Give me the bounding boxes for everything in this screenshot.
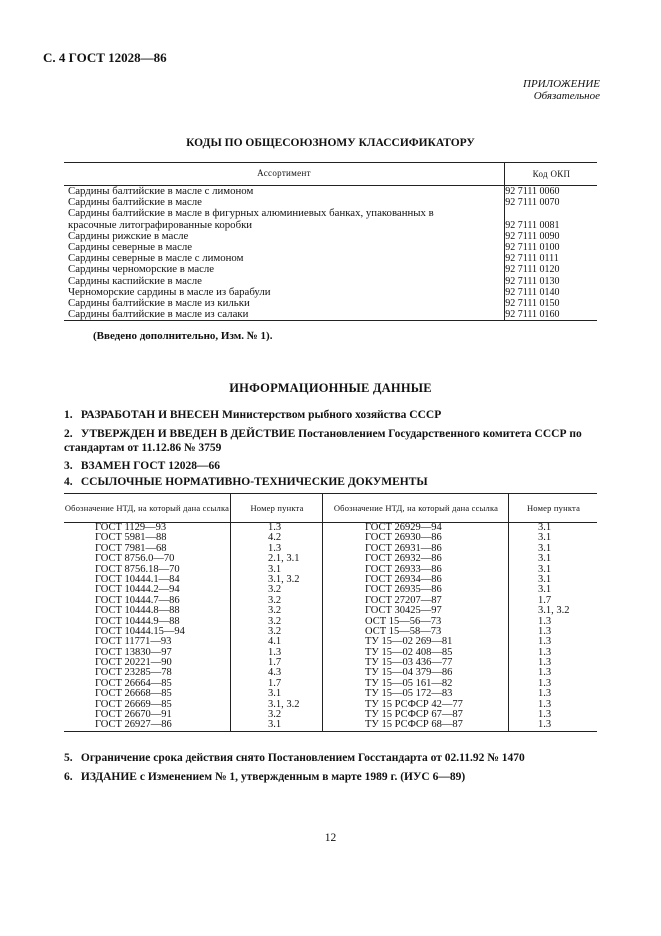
info-item-text: Постановлением Государственного комитета СССР по стандартам от 11.12.86 № 3759 xyxy=(64,428,582,454)
codes-header-okp: Код ОКП xyxy=(504,163,598,185)
refs-cell-clause: 3.2 xyxy=(268,594,282,606)
refs-cell-designation: ГОСТ 26669—85 xyxy=(95,698,172,710)
refs-cell-clause: 1.3 xyxy=(538,625,552,637)
refs-cell-designation: ГОСТ 26929—94 xyxy=(365,522,442,533)
refs-cell-clause: 1.3 xyxy=(538,636,552,648)
codes-cell-okp: 92 7111 0111 xyxy=(505,253,559,265)
refs-cell-designation: ТУ 15 РСФСР 42—77 xyxy=(365,698,463,710)
refs-cell-clause: 1.3 xyxy=(538,709,552,721)
refs-cell-clause: 3.2 xyxy=(268,584,282,596)
refs-cell-designation: ГОСТ 26935—86 xyxy=(365,584,442,596)
refs-cell-designation: ГОСТ 7981—68 xyxy=(95,542,167,554)
references-table-row xyxy=(64,720,597,730)
refs-cell-designation: ГОСТ 10444.15—94 xyxy=(95,625,185,637)
refs-cell-designation: ГОСТ 20221—90 xyxy=(95,657,172,669)
refs-cell-designation: ГОСТ 1129—93 xyxy=(95,522,167,533)
info-item-number: 4. xyxy=(64,476,73,488)
codes-cell-assortment: Сардины балтийские в масле из кильки xyxy=(68,297,250,310)
info-item-1 xyxy=(64,408,604,422)
refs-cell-designation: ГОСТ 10444.1—84 xyxy=(95,573,180,585)
refs-cell-designation: ГОСТ 26931—86 xyxy=(365,542,442,554)
refs-cell-clause: 3.1, 3.2 xyxy=(268,698,300,710)
refs-cell-designation: ГОСТ 27207—87 xyxy=(365,594,442,606)
info-item-lead: ИЗДАНИЕ xyxy=(80,771,137,783)
refs-cell-designation: ТУ 15—05 161—82 xyxy=(365,677,453,689)
codes-cell-assortment: Сардины черноморские в масле xyxy=(68,263,215,276)
codes-cell-assortment: Сардины северные в масле с лимоном xyxy=(68,252,244,265)
refs-cell-clause: 3.1 xyxy=(538,563,552,575)
codes-table-row xyxy=(64,264,597,275)
codes-cell-assortment: Сардины балтийские в масле в фигурных алюминиевых банках, упакованных в xyxy=(68,207,434,220)
info-item-number: 2. xyxy=(64,428,73,440)
refs-cell-clause: 3.2 xyxy=(268,625,282,637)
refs-cell-designation: ГОСТ 26932—86 xyxy=(365,553,442,565)
refs-cell-designation: ГОСТ 26930—86 xyxy=(365,532,442,544)
codes-table xyxy=(64,162,597,321)
refs-cell-designation: ОСТ 15—58—73 xyxy=(365,625,442,637)
codes-table-body xyxy=(64,186,597,321)
refs-cell-designation: ТУ 15—04 379—86 xyxy=(365,667,453,679)
info-item-number: 5. xyxy=(64,752,73,764)
info-item-lead: ССЫЛОЧНЫЕ НОРМАТИВНО-ТЕХНИЧЕСКИЕ ДОКУМЕНТЫ xyxy=(80,476,428,488)
codes-cell-okp: 92 7111 0120 xyxy=(505,264,560,276)
refs-cell-clause: 3.1 xyxy=(538,553,552,565)
refs-header-clause-right: Номер пункта xyxy=(508,494,598,522)
refs-cell-clause: 1.3 xyxy=(268,542,282,554)
refs-cell-designation: ТУ 15—02 408—85 xyxy=(365,646,453,658)
codes-cell-assortment: Сардины рижские в масле xyxy=(68,229,189,242)
refs-cell-designation: ТУ 15—02 269—81 xyxy=(365,636,453,648)
refs-cell-designation: ГОСТ 26927—86 xyxy=(95,719,172,731)
refs-cell-designation: ГОСТ 26670—91 xyxy=(95,709,172,721)
refs-cell-clause: 4.1 xyxy=(268,636,282,648)
codes-cell-assortment: Сардины балтийские в масле с лимоном xyxy=(68,185,254,197)
refs-cell-designation: ГОСТ 26664—85 xyxy=(95,677,172,689)
refs-cell-clause: 1.7 xyxy=(268,677,282,689)
info-item-lead: ВЗАМЕН ГОСТ 12028—66 xyxy=(80,460,220,472)
refs-cell-designation: ТУ 15—03 436—77 xyxy=(365,657,453,669)
refs-cell-clause: 1.7 xyxy=(268,657,282,669)
codes-cell-assortment: Черноморские сардины в масле из барабули xyxy=(68,285,271,298)
info-item-text: Министерством рыбного хозяйства СССР xyxy=(221,409,442,421)
codes-table-row xyxy=(64,208,597,219)
refs-header-designation-right: Обозначение НТД, на который дана ссылка xyxy=(322,494,509,522)
codes-table-header xyxy=(64,162,597,186)
refs-cell-designation: ГОСТ 30425—97 xyxy=(365,605,442,617)
codes-cell-okp: 92 7111 0070 xyxy=(505,197,560,209)
refs-cell-clause: 1.3 xyxy=(538,667,552,679)
refs-cell-clause: 1.3 xyxy=(538,698,552,710)
codes-section-title: КОДЫ ПО ОБЩЕСОЮЗНОМУ КЛАССИФИКАТОРУ xyxy=(186,137,475,149)
refs-cell-clause: 1.7 xyxy=(538,594,552,606)
info-item-5 xyxy=(64,751,604,765)
refs-cell-designation: ГОСТ 23285—78 xyxy=(95,667,172,679)
refs-cell-designation: ГОСТ 10444.7—86 xyxy=(95,594,180,606)
refs-cell-clause: 3.2 xyxy=(268,709,282,721)
info-item-number: 1. xyxy=(64,409,73,421)
refs-cell-clause: 3.1, 3.2 xyxy=(268,573,300,585)
refs-header-clause-left: Номер пункта xyxy=(230,494,323,522)
refs-cell-clause: 2.1, 3.1 xyxy=(268,553,300,565)
info-item-number: 6. xyxy=(64,771,73,783)
refs-cell-clause: 1.3 xyxy=(538,719,552,731)
codes-cell-assortment: Сардины северные в масле xyxy=(68,241,193,254)
refs-cell-clause: 1.3 xyxy=(538,657,552,669)
page-header-code: С. 4 ГОСТ 12028—86 xyxy=(43,50,167,65)
info-item-3 xyxy=(64,459,604,473)
codes-cell-okp: 92 7111 0100 xyxy=(505,242,560,254)
refs-cell-designation: ГОСТ 11771—93 xyxy=(95,636,172,648)
info-item-4 xyxy=(64,475,604,489)
info-item-6 xyxy=(64,770,604,784)
codes-cell-okp: 92 7111 0130 xyxy=(505,275,560,287)
codes-cell-assortment: красочные литографированные коробки xyxy=(68,218,253,231)
refs-cell-designation: ТУ 15—05 172—83 xyxy=(365,688,453,700)
refs-cell-designation: ГОСТ 26668—85 xyxy=(95,688,172,700)
info-item-lead: УТВЕРЖДЕН И ВВЕДЕН В ДЕЙСТВИЕ xyxy=(80,428,296,440)
refs-cell-clause: 4.3 xyxy=(268,667,282,679)
codes-cell-okp xyxy=(498,208,597,219)
refs-cell-clause: 1.3 xyxy=(538,615,552,627)
refs-cell-clause: 4.2 xyxy=(268,532,282,544)
codes-cell-assortment: Сардины балтийские в масле xyxy=(68,196,202,209)
refs-cell-clause: 3.1 xyxy=(538,522,552,533)
refs-cell-clause: 3.1 xyxy=(268,688,282,700)
refs-cell-designation: ГОСТ 13830—97 xyxy=(95,646,172,658)
refs-cell-clause: 1.3 xyxy=(268,522,282,533)
refs-cell-designation: ТУ 15 РСФСР 67—87 xyxy=(365,709,463,721)
refs-cell-clause: 3.1, 3.2 xyxy=(538,605,570,617)
codes-cell-okp: 92 7111 0160 xyxy=(505,309,560,321)
refs-cell-designation: ГОСТ 10444.2—94 xyxy=(95,584,180,596)
info-item-text: с Изменением № 1, утвержденным в марте 1989 г. (ИУС 6—89) xyxy=(139,771,466,783)
references-table-body xyxy=(64,523,597,732)
refs-cell-clause: 3.1 xyxy=(538,573,552,585)
references-table-row xyxy=(64,606,597,616)
appendix-title: ПРИЛОЖЕНИЕ xyxy=(523,78,600,90)
codes-cell-okp: 92 7111 0060 xyxy=(505,186,560,197)
references-table-row xyxy=(64,554,597,564)
refs-cell-designation: ГОСТ 8756.0—70 xyxy=(95,553,175,565)
refs-cell-clause: 3.1 xyxy=(268,719,282,731)
appendix-label xyxy=(523,78,600,102)
refs-cell-designation: ГОСТ 5981—88 xyxy=(95,532,167,544)
codes-table-row xyxy=(64,309,597,320)
info-section-title: ИНФОРМАЦИОННЫЕ ДАННЫЕ xyxy=(229,381,432,395)
refs-header-designation-left: Обозначение НТД, на который дана ссылка xyxy=(64,503,230,513)
codes-cell-assortment: Сардины каспийские в масле xyxy=(68,274,202,287)
refs-cell-clause: 3.1 xyxy=(538,532,552,544)
refs-cell-clause: 3.1 xyxy=(538,542,552,554)
references-table-header xyxy=(64,493,597,523)
appendix-subtitle: Обязательное xyxy=(533,90,600,102)
codes-cell-okp: 92 7111 0140 xyxy=(505,286,560,298)
info-item-lead: РАЗРАБОТАН И ВНЕСЕН xyxy=(80,409,220,421)
info-item-text: Ограничение срока действия снято Постановлением Госстандарта от 02.11.92 № 1470 xyxy=(80,752,525,764)
refs-cell-clause: 1.3 xyxy=(538,677,552,689)
refs-cell-designation: ГОСТ 26934—86 xyxy=(365,573,442,585)
refs-cell-clause: 3.2 xyxy=(268,605,282,617)
refs-cell-clause: 3.1 xyxy=(268,563,282,575)
refs-cell-clause: 3.2 xyxy=(268,615,282,627)
refs-cell-designation: ГОСТ 8756.18—70 xyxy=(95,563,180,575)
refs-cell-designation: ГОСТ 26933—86 xyxy=(365,563,442,575)
refs-cell-clause: 1.3 xyxy=(268,646,282,658)
codes-cell-okp: 92 7111 0081 xyxy=(505,219,560,231)
refs-cell-designation: ГОСТ 10444.8—88 xyxy=(95,605,180,617)
refs-cell-clause: 3.1 xyxy=(538,584,552,596)
info-item-number: 3. xyxy=(64,460,73,472)
refs-cell-designation: ОСТ 15—56—73 xyxy=(365,615,442,627)
refs-cell-clause: 1.3 xyxy=(538,688,552,700)
refs-cell-designation: ТУ 15 РСФСР 68—87 xyxy=(365,719,463,731)
refs-cell-clause: 1.3 xyxy=(538,646,552,658)
introduced-note: (Введено дополнительно, Изм. № 1). xyxy=(93,330,273,342)
codes-cell-assortment: Сардины балтийские в масле из салаки xyxy=(68,308,249,321)
codes-cell-okp: 92 7111 0090 xyxy=(505,230,560,242)
info-item-2 xyxy=(64,427,604,455)
refs-cell-designation: ГОСТ 10444.9—88 xyxy=(95,615,180,627)
page-number: 12 xyxy=(324,832,337,844)
codes-header-assortment: Ассортимент xyxy=(257,168,311,178)
references-table xyxy=(64,493,597,732)
codes-cell-okp: 92 7111 0150 xyxy=(505,298,560,310)
